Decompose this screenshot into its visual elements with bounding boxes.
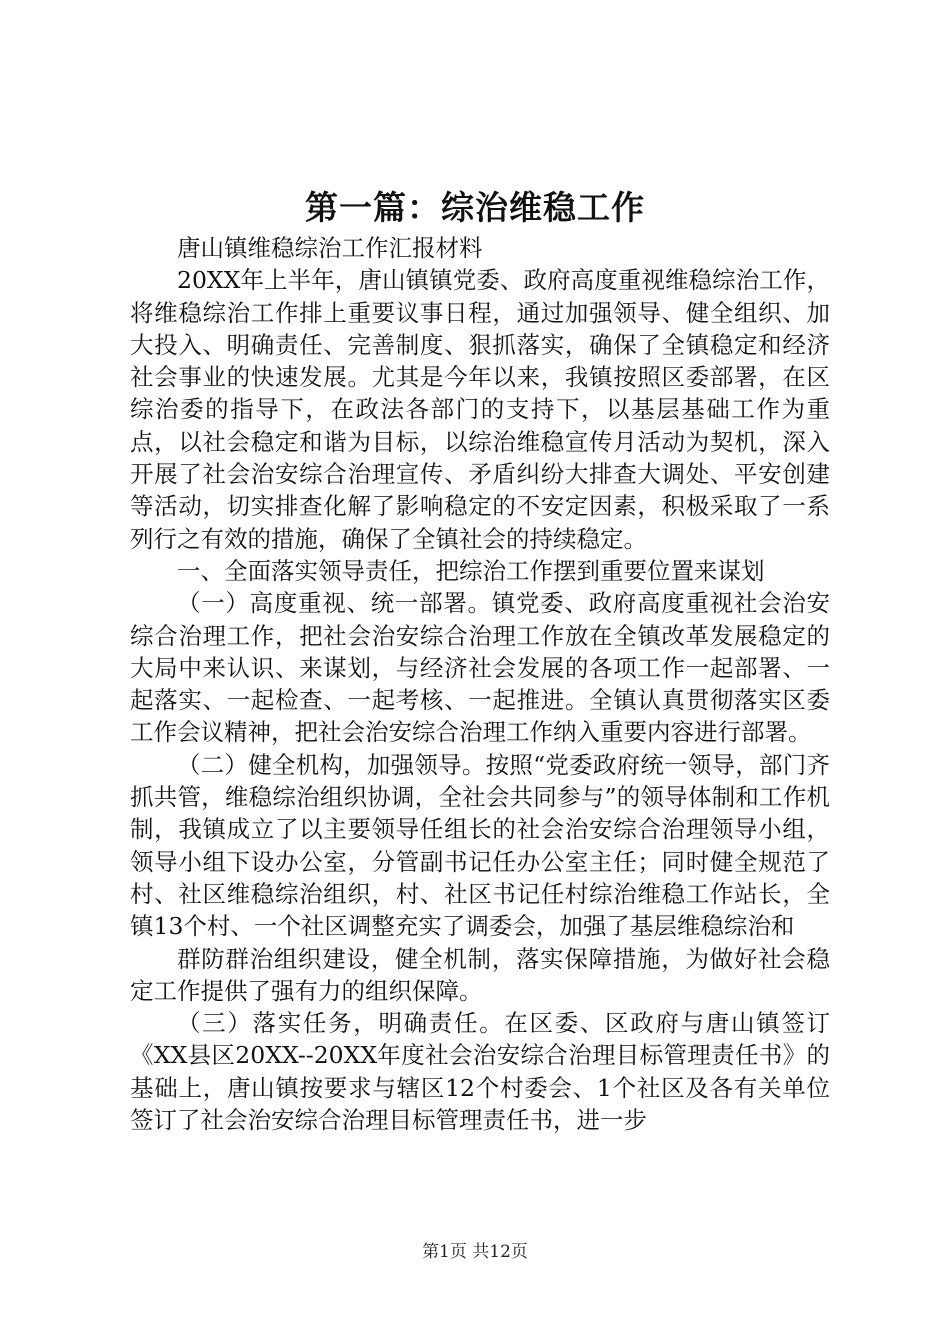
paragraph-item-1: （一）高度重视、统一部署。镇党委、政府高度重视社会治安综合治理工作，把社会治安综合治理工作放在全镇改革发展稳定的大局中来认识、来谋划，与经济社会发展的各项工作一起部署、一起落实、一起检查、一起考核、一起推进。全镇认真贯彻落实区委工作会议精神，把社会治安综合治理工作纳入重要内容进行部署。 — [130, 589, 830, 747]
document-body — [130, 232, 830, 1136]
paragraph-item-2: （二）健全机构，加强领导。按照“党委政府统一领导，部门齐抓共管，维稳综治组织协调，全社会共同参与”的领导体制和工作机制，我镇成立了以主要领导任组长的社会治安综合治理领导小组，领导小组下设办公室，分管副书记任办公室主任；同时健全规范了村、社区维稳综治组织，村、社区书记任村综治维稳工作站长，全镇13个村、一个社区调整充实了调委会，加强了基层维稳综治和 — [130, 750, 830, 941]
page-number-footer: 第1页 共12页 — [422, 1242, 528, 1262]
paragraph-section-heading: 一、全面落实领导责任，把综治工作摆到重要位置来谋划 — [177, 556, 765, 585]
paragraph-intro: 20XX年上半年，唐山镇镇党委、政府高度重视维稳综治工作，将维稳综治工作排上重要议事日程，通过加强领导、健全组织、加大投入、明确责任、完善制度、狠抓落实，确保了全镇稳定和经济社会事业的快速发展。尤其是今年以来，我镇按照区委部署，在区综治委的指导下，在政法各部门的支持下，以基层基础工作为重点，以社会稳定和谐为目标，以综治维稳宣传月活动为契机，深入开展了社会治安综合治理宣传、矛盾纠纷大排查大调处、平安创建等活动，切实排查化解了影响稳定的不安定因素，积极采取了一系列行之有效的措施，确保了全镇社会的持续稳定。 — [130, 266, 830, 553]
paragraph-subtitle: 唐山镇维稳综治工作汇报材料 — [177, 234, 483, 262]
paragraph-item-3: （三）落实任务，明确责任。在区委、区政府与唐山镇签订《XX县区20XX--20XX年度社会治安综合治理目标管理责任书》的基础上，唐山镇按要求与辖区12个村委会、1个社区及各有关单位签订了社会治安综合治理目标管理责任书，进一步 — [130, 1009, 830, 1135]
paragraph-item-2-continued: 群防群治组织建设，健全机制，落实保障措施，为做好社会稳定工作提供了强有力的组织保障。 — [130, 944, 830, 1005]
document-title: 第一篇：综治维稳工作 — [305, 188, 645, 227]
